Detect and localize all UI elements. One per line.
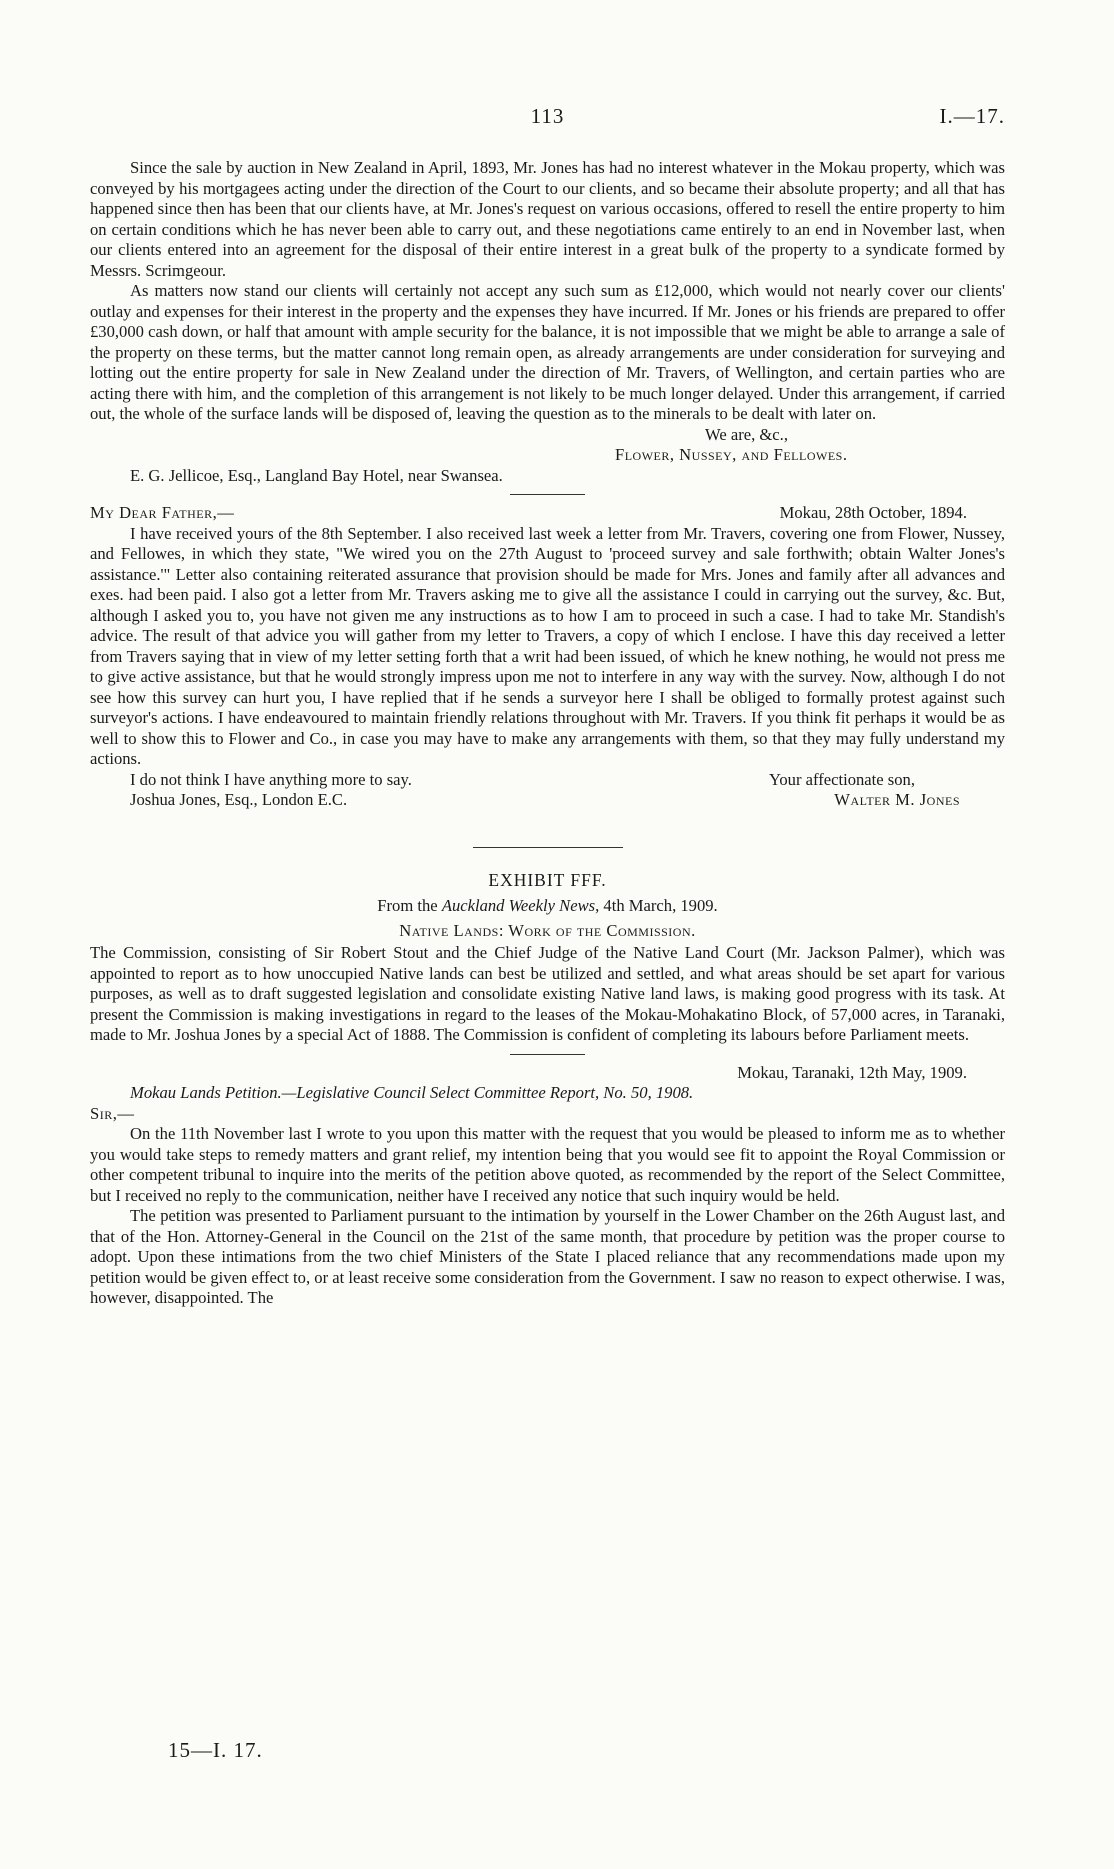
letter2-salutation: My Dear Father,— bbox=[90, 503, 235, 522]
letter2-closing-row-1 bbox=[90, 770, 1005, 791]
exhibit-source-prefix: From the bbox=[377, 896, 442, 915]
letter-mokau-petition bbox=[90, 1063, 1005, 1309]
letter2-place-date: Mokau, 28th October, 1894. bbox=[779, 503, 967, 522]
letter2-recipient: Joshua Jones, Esq., London E.C. bbox=[130, 790, 348, 809]
major-divider bbox=[473, 847, 623, 848]
section-divider-2 bbox=[510, 1054, 585, 1055]
letter3-paragraph-1: On the 11th November last I wrote to you upon this matter with the request that you would be pleased to inform me as to whether you would take steps to remedy matters and grant relief, my intention being that you would see fit to appoint the Royal Commission or other competent tribunal to inquire into the merits of the petition above quoted, as recommended by the report of the Select Committee, but I received no reply to the communication, neither have I received any notice that such inquiry would be held. bbox=[90, 1124, 1005, 1205]
page-header bbox=[90, 104, 1005, 134]
exhibit-source-paper: Auckland Weekly News bbox=[441, 896, 596, 915]
exhibit-paragraph: The Commission, consisting of Sir Robert Stout and the Chief Judge of the Native Land Court (Mr. Jackson Palmer), which was appointed to report as to how unoccupied Native lands can best be utilized and settled, and what areas should be set apart for various purposes, as well as to draft suggested legislation and consolidate existing Native land laws, is making good progress with its task. At present the Commission is making investigations in regard to the leases of the Mokau-Mohakatino Block, of 57,000 acres, in Taranaki, made to Mr. Joshua Jones by a special Act of 1888. The Commission is confident of completing its labours before Parliament meets. bbox=[90, 943, 1005, 1044]
letter2-closing-right: Your affectionate son, bbox=[769, 769, 915, 789]
letter3-subject: Mokau Lands Petition.—Legislative Council Select Committee Report, No. 50, 1908. bbox=[130, 1083, 694, 1102]
letter2-signature: Walter M. Jones bbox=[834, 790, 960, 809]
letter3-paragraph-2: The petition was presented to Parliament pursuant to the intimation by yourself in the Lower Chamber on the 26th August last, and that of the Hon. Attorney-General in the Council on the 21st of the same month, that procedure by petition was the proper course to adopt. Upon these intimations from the two chief Ministers of the State I placed reliance that any recommendations made upon my petition would be given effect to, or at least receive some consideration from the Government. I saw no reason to expect otherwise. I was, however, disappointed. The bbox=[90, 1206, 1005, 1307]
letter2-closing-row-2 bbox=[90, 790, 1005, 811]
letter3-salutation: Sir,— bbox=[90, 1103, 135, 1123]
letter1-paragraph-2: As matters now stand our clients will certainly not accept any such sum as £12,000, which would not nearly cover our clients' outlay and expenses for their interest in the property and the expenses they have incurred. If Mr. Jones or his friends are prepared to offer £30,000 cash down, or half that amount with ample security for the balance, it is not impossible that we might be able to arrange a sale of the property on these terms, but the matter cannot long remain open, as already arrangements are under consideration for surveying and lotting out the entire property for sale in New Zealand under the direction of Mr. Travers, of Wellington, and certain parties who are acting there with him, and the completion of this arrangement is not likely to be much longer delayed. Under this arrangement, if carried out, the whole of the surface lands will be disposed of, leaving the question as to the minerals to be dealt with later on. bbox=[90, 281, 1005, 423]
letter-flower-nussey bbox=[90, 158, 1005, 486]
exhibit-title: EXHIBIT FFF. bbox=[488, 869, 607, 890]
signature-code: 15—I. 17. bbox=[168, 1738, 263, 1762]
letter2-header-row bbox=[90, 503, 1005, 524]
letter1-paragraph-1: Since the sale by auction in New Zealand in April, 1893, Mr. Jones has had no interest whatever in the Mokau property, which was conveyed by his mortgagees acting under the direction of the Court to our clients, and so became their absolute property; and all that has happened since then has been that our clients have, at Mr. Jones's request on various occasions, offered to resell the entire property to him on certain conditions which he has never been able to carry out, and these negotiations came entirely to an end in November last, when our clients entered into an agreement for the disposal of their entire interest in a great bulk of the property to a syndicate formed by Messrs. Scrimgeour. bbox=[90, 158, 1005, 280]
exhibit-fff bbox=[90, 870, 1005, 1046]
exhibit-heading: Native Lands: Work of the Commission. bbox=[399, 920, 696, 940]
exhibit-source bbox=[90, 896, 1005, 917]
page-number: 113 bbox=[530, 104, 565, 128]
document-code: I.—17. bbox=[939, 104, 1005, 128]
letter-walter-jones bbox=[90, 503, 1005, 811]
exhibit-source-suffix: , 4th March, 1909. bbox=[595, 896, 718, 915]
letter2-paragraph-1: I have received yours of the 8th September. I also received last week a letter from Mr. Travers, covering one from Flower, Nussey, and Fellowes, in which they state, "We wired you on the 27th August to 'proceed survey and sale forthwith; obtain Walter Jones's assistance.'" Letter also containing reiterated assurance that provision should be made for Mrs. Jones and family after all advances and exes. had been paid. I also got a letter from Mr. Travers asking me to give all the assistance I could in carrying out the survey, &c. But, although I asked you to, you have not given me any instructions as to how I am to proceed in such a case. I had to take Mr. Standish's advice. The result of that advice you will gather from my letter to Travers, a copy of which I enclose. I have this day received a letter from Travers saying that in view of my letter setting forth that a writ had been issued, of which he knew nothing, he would not press me to give active assistance, but that he would strongly impress upon me not to interfere in any way with the survey. Now, although I do not see how this survey can hurt you, I have replied that if he sends a surveyor here I shall be obliged to formally protest against such surveyor's actions. I have endeavoured to maintain friendly relations throughout with Mr. Travers. If you think fit perhaps it would be as well to show this to Flower and Co., in case you may have to make any arrangements with them, so that they may fully understand my actions. bbox=[90, 523, 1005, 768]
letter3-place-date: Mokau, Taranaki, 12th May, 1909. bbox=[737, 1062, 967, 1082]
page-body bbox=[90, 158, 1005, 1309]
section-divider bbox=[510, 494, 585, 495]
letter1-addressee: E. G. Jellicoe, Esq., Langland Bay Hotel, near Swansea. bbox=[130, 465, 503, 485]
letter2-closing-left: I do not think I have anything more to say. bbox=[130, 769, 412, 789]
letter1-closing: We are, &c., bbox=[705, 424, 788, 444]
letter1-signature: Flower, Nussey, and Fellowes. bbox=[615, 445, 848, 464]
